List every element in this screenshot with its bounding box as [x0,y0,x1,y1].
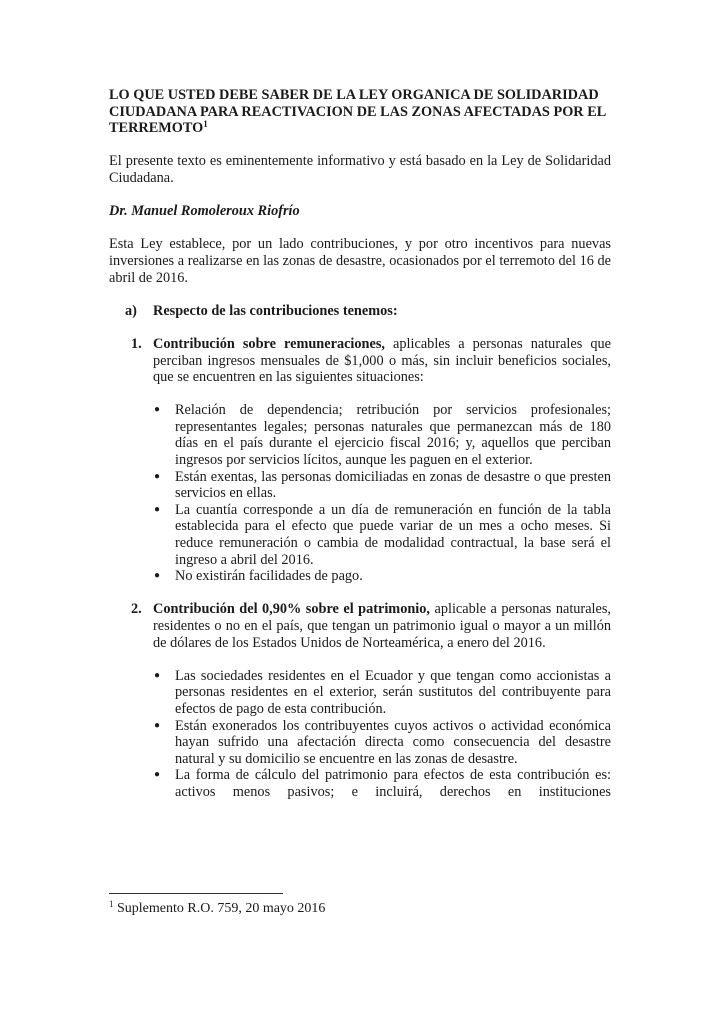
section-marker: a) [125,302,137,319]
footnote-text: Suplemento R.O. 759, 20 mayo 2016 [113,901,326,916]
author-name: Dr. Manuel Romoleroux Riofrío [109,203,300,220]
numbered-item-1 [109,336,611,386]
section-heading [109,303,611,320]
item-text: aplicables a personas naturales que perciban ingresos mensuales de $1,000 o más, sin incluir beneficios sociales, que se encuentren en las siguientes situaciones: [153,335,611,386]
bullet-icon: ● [154,719,161,731]
list-item: ● Relación de dependencia; retribución por servicios profesionales; representantes legales; personas naturales que permanezcan más de 180 días en el país durante el ejercicio fiscal 2016; y, aquellos que perciban ingresos por servicios lícitos, aunque les paguen en el exterior. [154,402,611,469]
list-item: ● La forma de cálculo del patrimonio para efectos de esta contribución es: activos menos pasivos; e incluirá, derechos en instituciones [154,767,611,800]
numbered-item-2 [109,601,611,651]
bullet-icon: ● [154,470,161,482]
list-item: ● Están exentas, las personas domiciliadas en zonas de desastre o que presten servicios en ellas. [154,468,611,502]
list-item: ● Las sociedades residentes en el Ecuador y que tengan como accionistas a personas residentes en el exterior, serán sustitutos del contribuyente para efectos de pago de esta contribución. [154,667,611,717]
item-number: 2. [131,601,142,618]
list-item: ● La cuantía corresponde a un día de remuneración en función de la tabla establecida para el efecto que puede variar de un mes a ocho meses. Si reduce remuneración o cambia de modalidad contractual, la base será el ingreso a abril del 2016. [154,501,611,568]
list-item: ● Están exonerados los contribuyentes cuyos activos o actividad económica hayan sufrido una afectación directa como consecuencia del desastre natural y su domicilio se encuentre en las zonas de desastre. [154,717,611,767]
footnote [109,901,325,917]
document-title: LO QUE USTED DEBE SABER DE LA LEY ORGANICA DE SOLIDARIDAD CIUDADANA PARA REACTIVACION DE LAS ZONAS AFECTADAS POR EL TERREMOTO$^1$ [109,87,606,137]
bullet-list-1 [109,402,611,585]
document-page [109,87,611,801]
bullet-icon: ● [154,769,161,781]
intro-paragraph: El presente texto es eminentemente informativo y está basado en la Ley de Solidaridad Ciudadana. [109,153,611,186]
footnote-marker: 1 [109,899,114,909]
item-text: aplicable a personas naturales, residentes o no en el país, que tengan un patrimonio igual o mayor a un millón de dólares de los Estados Unidos de Norteamérica, a enero del 2016. [153,601,611,651]
bullet-icon: ● [154,669,161,681]
bullet-icon: ● [154,570,161,582]
bullet-icon: ● [154,404,161,416]
item-lead: Contribución del 0,90% sobre el patrimonio, [153,601,431,618]
section-heading-text: Respecto de las contribuciones tenemos: [153,302,398,319]
bullet-list-2 [109,668,611,801]
summary-paragraph: Esta Ley establece, por un lado contribuciones, y por otro incentivos para nuevas inversiones a realizarse en las zonas de desastre, ocasionados por el terremoto del 16 de abril de 2016. [109,236,611,286]
footnote-reference: 1 [203,119,208,130]
item-number: 1. [131,335,142,352]
item-lead: Contribución sobre remuneraciones, [153,335,385,352]
list-item: ● No existirán facilidades de pago. [154,568,363,585]
bullet-icon: ● [154,503,161,515]
footnote-separator [109,893,283,894]
